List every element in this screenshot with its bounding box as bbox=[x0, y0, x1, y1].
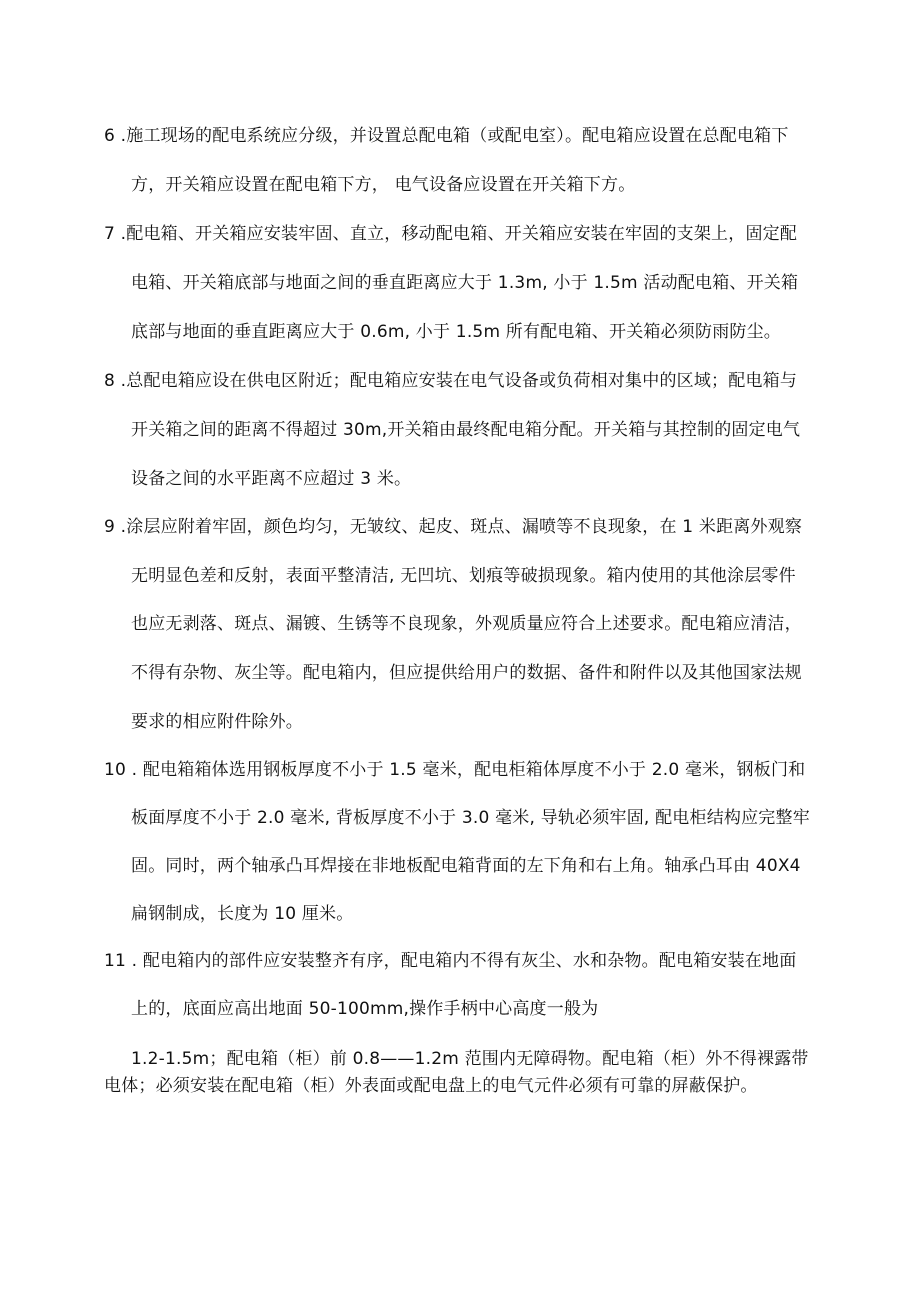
item-8-text-1: .总配电箱应设在供电区附近；配电箱应安装在电气设备或负荷相对集中的区域；配电箱与 bbox=[120, 371, 798, 391]
item-8-line-1 bbox=[104, 369, 797, 393]
trailing-line-2: 电体；必须安装在配电箱（柜）外表面或配电盘上的电气元件必须有可靠的屏蔽保护。 bbox=[104, 1076, 758, 1096]
item-11-text-1: . 配电箱内的部件应安装整齐有序，配电箱内不得有灰尘、水和杂物。配电箱安装在地面 bbox=[131, 951, 797, 971]
item-11-line-2: 上的，底面应高出地面 50-100mm,操作手柄中心高度一般为 bbox=[131, 999, 599, 1019]
item-7-text-1: .配电箱、开关箱应安装牢固、直立，移动配电箱、开关箱应安装在牢固的支架上，固定配 bbox=[120, 224, 798, 244]
item-6-line-2: 方，开关箱应设置在配电箱下方， 电气设备应设置在开关箱下方。 bbox=[131, 175, 636, 195]
item-8-line-3: 设备之间的水平距离不应超过 3 米。 bbox=[131, 469, 412, 489]
item-10-line-1 bbox=[104, 758, 805, 782]
item-9-line-2: 无明显色差和反射，表面平整清洁, 无凹坑、划痕等破损现象。箱内使用的其他涂层零件 bbox=[131, 566, 796, 586]
item-7-line-1 bbox=[104, 222, 797, 246]
item-9-text-1: .涂层应附着牢固，颜色均匀，无皱纹、起皮、斑点、漏喷等不良现象，在 1 米距离外观察 bbox=[120, 517, 803, 537]
item-9-line-3: 也应无剥落、斑点、漏镀、生锈等不良现象，外观质量应符合上述要求。配电箱应清洁， bbox=[131, 614, 802, 634]
item-10-line-3: 固。同时，两个轴承凸耳焊接在非地板配电箱背面的左下角和右上角。轴承凸耳由 40X4 bbox=[131, 856, 801, 876]
item-11-number: 11 bbox=[104, 951, 127, 971]
item-7-number: 7 bbox=[104, 224, 116, 244]
item-9-line-5: 要求的相应附件除外。 bbox=[131, 712, 303, 732]
item-8-number: 8 bbox=[104, 371, 116, 391]
item-8-line-2: 开关箱之间的距离不得超过 30m,开关箱由最终配电箱分配。开关箱与其控制的固定电气 bbox=[131, 420, 801, 440]
item-6-number: 6 bbox=[104, 126, 116, 146]
item-9-line-1 bbox=[104, 515, 802, 539]
item-9-line-4: 不得有杂物、灰尘等。配电箱内，但应提供给用户的数据、备件和附件以及其他国家法规 bbox=[131, 663, 802, 683]
item-7-line-3: 底部与地面的垂直距离应大于 0.6m, 小于 1.5m 所有配电箱、开关箱必须防雨防尘。 bbox=[131, 322, 782, 342]
item-7-line-2: 电箱、开关箱底部与地面之间的垂直距离应大于 1.3m, 小于 1.5m 活动配电箱、开关箱 bbox=[131, 273, 799, 293]
item-11-line-1 bbox=[104, 949, 796, 973]
item-10-line-2: 板面厚度不小于 2.0 毫米, 背板厚度不小于 3.0 毫米, 导轨必须牢固, 配电柜结构应完整牢 bbox=[131, 808, 810, 828]
item-9-number: 9 bbox=[104, 517, 116, 537]
item-6-text-1: .施工现场的配电系统应分级，并设置总配电箱（或配电室）。配电箱应设置在总配电箱下 bbox=[120, 126, 789, 146]
trailing-line-1: 1.2-1.5m；配电箱（柜）前 0.8——1.2m 范围内无障碍物。配电箱（柜）外不得裸露带 bbox=[131, 1049, 809, 1069]
item-10-number: 10 bbox=[104, 760, 127, 780]
item-6-line-1 bbox=[104, 124, 789, 148]
item-10-text-1: . 配电箱箱体选用钢板厚度不小于 1.5 毫米，配电柜箱体厚度不小于 2.0 毫米，钢板门和 bbox=[131, 760, 806, 780]
item-10-line-4: 扁钢制成，长度为 10 厘米。 bbox=[131, 904, 354, 924]
